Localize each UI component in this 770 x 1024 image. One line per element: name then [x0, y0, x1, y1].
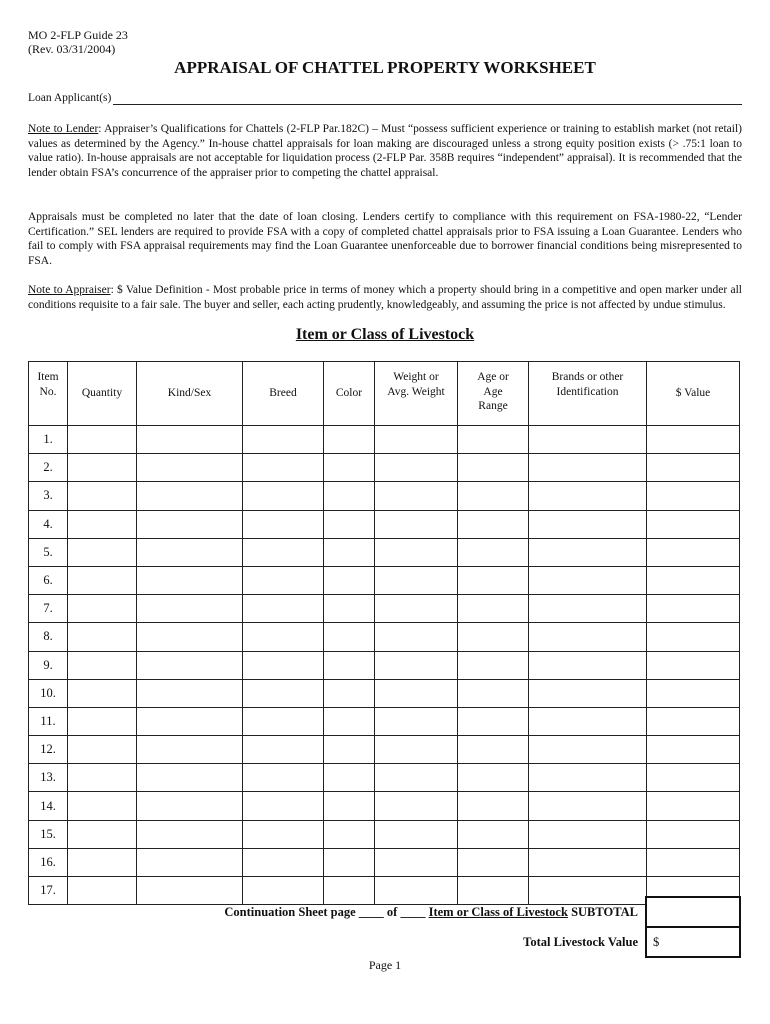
cell-breed[interactable] [243, 792, 324, 820]
cell-weight[interactable] [375, 482, 458, 510]
cell-age[interactable] [458, 538, 529, 566]
cell-brands-identification[interactable] [529, 538, 647, 566]
cell-kind-sex[interactable] [137, 736, 243, 764]
cell-value[interactable] [647, 679, 740, 707]
cell-weight[interactable] [375, 538, 458, 566]
cell-quantity[interactable] [68, 764, 137, 792]
cell-kind-sex[interactable] [137, 482, 243, 510]
column-header-text: Age [483, 385, 503, 398]
table-row [29, 482, 740, 510]
revision-date: (Rev. 03/31/2004) [28, 42, 116, 56]
cell-age[interactable] [458, 877, 529, 905]
row-number: 16. [29, 848, 68, 876]
cell-weight[interactable] [375, 848, 458, 876]
cell-age[interactable] [458, 623, 529, 651]
column-header-text: Age or [477, 371, 509, 383]
cell-weight[interactable] [375, 707, 458, 735]
column-header-brands-identification [529, 362, 647, 426]
column-header-breed [243, 362, 324, 426]
total-label: Total Livestock Value [523, 935, 638, 949]
cell-kind-sex[interactable] [137, 792, 243, 820]
cell-brands-identification[interactable] [529, 877, 647, 905]
cell-breed[interactable] [243, 820, 324, 848]
column-header-text: Breed [269, 387, 297, 400]
table-row [29, 707, 740, 735]
row-number: 7. [29, 595, 68, 623]
column-header-item-no [29, 362, 68, 426]
table-row [29, 877, 740, 905]
row-number: 5. [29, 538, 68, 566]
cell-quantity[interactable] [68, 820, 137, 848]
cell-kind-sex[interactable] [137, 820, 243, 848]
section-title: Item or Class of Livestock [295, 326, 475, 343]
cell-color[interactable] [324, 482, 375, 510]
cell-quantity[interactable] [68, 510, 137, 538]
cell-brands-identification[interactable] [529, 764, 647, 792]
column-header-value [647, 362, 740, 426]
cell-brands-identification[interactable] [529, 848, 647, 876]
cell-value[interactable] [647, 651, 740, 679]
cell-age[interactable] [458, 764, 529, 792]
cell-brands-identification[interactable] [529, 566, 647, 594]
cell-weight[interactable] [375, 454, 458, 482]
cell-color[interactable] [324, 623, 375, 651]
cell-value[interactable] [647, 848, 740, 876]
cell-age[interactable] [458, 595, 529, 623]
cell-quantity[interactable] [68, 595, 137, 623]
cell-quantity[interactable] [68, 538, 137, 566]
cell-color[interactable] [324, 736, 375, 764]
cell-value[interactable] [647, 736, 740, 764]
cell-brands-identification[interactable] [529, 820, 647, 848]
form-id: MO 2-FLP Guide 23 [28, 28, 128, 42]
cell-value[interactable] [647, 792, 740, 820]
column-header-text: Weight or [393, 371, 439, 383]
table-row [29, 566, 740, 594]
column-header-text: Range [478, 400, 508, 412]
table-row [29, 595, 740, 623]
cell-value[interactable] [647, 426, 740, 454]
cell-value[interactable] [647, 566, 740, 594]
note-to-appraiser [28, 283, 742, 312]
cell-quantity[interactable] [68, 482, 137, 510]
cell-weight[interactable] [375, 623, 458, 651]
cell-breed[interactable] [243, 454, 324, 482]
table-row [29, 679, 740, 707]
cell-breed[interactable] [243, 764, 324, 792]
cell-breed[interactable] [243, 538, 324, 566]
table-body [29, 426, 740, 905]
note-to-appraiser-text: : $ Value Definition - Most probable price in terms of money which a property should bring in a competitive and open marker under all conditions requisite to a fair sale. The buyer and seller, each acting prudently, knowledgeably, and assuming the price is not affected by undue stimulus. [28, 284, 743, 311]
row-number: 1. [29, 426, 68, 454]
cell-weight[interactable] [375, 651, 458, 679]
cell-age[interactable] [458, 707, 529, 735]
cell-color[interactable] [324, 426, 375, 454]
cell-kind-sex[interactable] [137, 454, 243, 482]
cell-breed[interactable] [243, 482, 324, 510]
cell-breed[interactable] [243, 848, 324, 876]
table-row [29, 792, 740, 820]
row-number: 13. [29, 764, 68, 792]
cell-brands-identification[interactable] [529, 651, 647, 679]
row-number: 4. [29, 510, 68, 538]
row-number: 6. [29, 566, 68, 594]
appraisal-deadline-paragraph: Appraisals must be completed no later that the date of loan closing. Lenders certify to compliance with this requirement on FSA-1980-22, “Lender Certification.” SEL lenders are required to provide FSA with a copy of completed chattel appraisals prior to FSA issuing a Loan Guarantee. Lenders who fail to comply with FSA appraisal requirements may find the Loan Guarantee unenforceable due to borrower financial conditions being misrepresented to FSA. [28, 211, 742, 267]
cell-age[interactable] [458, 679, 529, 707]
cell-age[interactable] [458, 651, 529, 679]
row-number: 8. [29, 623, 68, 651]
cell-kind-sex[interactable] [137, 510, 243, 538]
cell-brands-identification[interactable] [529, 679, 647, 707]
table-row [29, 426, 740, 454]
cell-brands-identification[interactable] [529, 623, 647, 651]
table-row [29, 538, 740, 566]
cell-kind-sex[interactable] [137, 877, 243, 905]
column-header-text: Quantity [81, 387, 123, 400]
cell-breed[interactable] [243, 510, 324, 538]
cell-weight[interactable] [375, 764, 458, 792]
column-header-text: Avg. Weight [387, 385, 445, 398]
cell-value[interactable] [647, 623, 740, 651]
column-header-quantity [68, 362, 137, 426]
cell-age[interactable] [458, 820, 529, 848]
cell-quantity[interactable] [68, 454, 137, 482]
cell-breed[interactable] [243, 651, 324, 679]
table-row [29, 510, 740, 538]
cell-value[interactable] [647, 707, 740, 735]
subtotal-box[interactable] [645, 896, 741, 928]
cell-age[interactable] [458, 482, 529, 510]
cell-color[interactable] [324, 651, 375, 679]
cell-kind-sex[interactable] [137, 707, 243, 735]
note-to-appraiser-label: Note to Appraiser [28, 284, 111, 296]
column-header-text: Item [37, 371, 59, 383]
cell-color[interactable] [324, 877, 375, 905]
cell-kind-sex[interactable] [137, 764, 243, 792]
cell-breed[interactable] [243, 595, 324, 623]
note-to-lender [28, 122, 742, 180]
loan-applicant-line[interactable] [113, 92, 742, 105]
cell-age[interactable] [458, 566, 529, 594]
cell-kind-sex[interactable] [137, 538, 243, 566]
cell-quantity[interactable] [68, 651, 137, 679]
cell-quantity[interactable] [68, 736, 137, 764]
cell-color[interactable] [324, 707, 375, 735]
cell-age[interactable] [458, 848, 529, 876]
cell-quantity[interactable] [68, 707, 137, 735]
cell-kind-sex[interactable] [137, 623, 243, 651]
cell-value[interactable] [647, 764, 740, 792]
table-row [29, 764, 740, 792]
cell-breed[interactable] [243, 426, 324, 454]
cell-color[interactable] [324, 510, 375, 538]
row-number: 11. [29, 707, 68, 735]
table-row [29, 820, 740, 848]
cell-breed[interactable] [243, 736, 324, 764]
cell-color[interactable] [324, 454, 375, 482]
column-header-text: No. [39, 385, 57, 398]
form-header [28, 28, 128, 56]
cell-quantity[interactable] [68, 848, 137, 876]
cell-value[interactable] [647, 820, 740, 848]
note-to-lender-text: : Appraiser’s Qualifications for Chattels (2-FLP Par.182C) – Must “possess sufficient experience or training to establish market (not retail) values as determined by the Agency.” In-house chattel appraisals for loan making are discouraged unless a strong equity position exists (> .75:1 loan to value ratio). In-house appraisals are not acceptable for liquidation process (2-FLP Par. 358B requires “independent” appraisal). It is recommended that the lender obtain FSA’s concurrence of the appraiser prior to competing the chattel appraisal. [28, 123, 742, 179]
cell-brands-identification[interactable] [529, 510, 647, 538]
cell-weight[interactable] [375, 595, 458, 623]
loan-applicant-field[interactable] [28, 92, 742, 105]
column-header-text: Kind/Sex [167, 387, 212, 400]
subtotal-label: SUBTOTAL [567, 905, 638, 919]
table-row [29, 623, 740, 651]
cell-color[interactable] [324, 566, 375, 594]
cell-weight[interactable] [375, 679, 458, 707]
cell-brands-identification[interactable] [529, 595, 647, 623]
note-to-lender-label: Note to Lender [28, 123, 99, 135]
table-row [29, 454, 740, 482]
column-header-kind-sex [137, 362, 243, 426]
cell-brands-identification[interactable] [529, 426, 647, 454]
cell-value[interactable] [647, 538, 740, 566]
cell-kind-sex[interactable] [137, 848, 243, 876]
cell-age[interactable] [458, 426, 529, 454]
cell-brands-identification[interactable] [529, 707, 647, 735]
cell-breed[interactable] [243, 707, 324, 735]
cell-age[interactable] [458, 736, 529, 764]
cell-breed[interactable] [243, 566, 324, 594]
cell-quantity[interactable] [68, 566, 137, 594]
row-number: 2. [29, 454, 68, 482]
cell-color[interactable] [324, 595, 375, 623]
cell-breed[interactable] [243, 679, 324, 707]
continuation-sheet-label: Continuation Sheet page ____ of ____ [224, 905, 429, 919]
loan-applicant-label: Loan Applicant(s) [28, 92, 112, 104]
row-number: 14. [29, 792, 68, 820]
cell-age[interactable] [458, 792, 529, 820]
table-row [29, 736, 740, 764]
cell-kind-sex[interactable] [137, 595, 243, 623]
cell-kind-sex[interactable] [137, 651, 243, 679]
cell-breed[interactable] [243, 623, 324, 651]
page-title: APPRAISAL OF CHATTEL PROPERTY WORKSHEET [174, 58, 596, 77]
cell-quantity[interactable] [68, 679, 137, 707]
cell-brands-identification[interactable] [529, 454, 647, 482]
cell-color[interactable] [324, 820, 375, 848]
cell-kind-sex[interactable] [137, 679, 243, 707]
cell-color[interactable] [324, 538, 375, 566]
cell-age[interactable] [458, 454, 529, 482]
column-header-text: Brands or other [551, 371, 624, 383]
cell-weight[interactable] [375, 792, 458, 820]
cell-brands-identification[interactable] [529, 482, 647, 510]
total-value-box[interactable] [645, 926, 741, 958]
cell-kind-sex[interactable] [137, 426, 243, 454]
cell-weight[interactable] [375, 510, 458, 538]
cell-value[interactable] [647, 454, 740, 482]
cell-quantity[interactable] [68, 623, 137, 651]
row-number: 9. [29, 651, 68, 679]
cell-kind-sex[interactable] [137, 566, 243, 594]
column-header-text: Identification [556, 385, 619, 398]
column-header-text: $ Value [675, 387, 711, 400]
cell-age[interactable] [458, 510, 529, 538]
cell-breed[interactable] [243, 877, 324, 905]
cell-value[interactable] [647, 510, 740, 538]
cell-quantity[interactable] [68, 426, 137, 454]
cell-color[interactable] [324, 764, 375, 792]
cell-color[interactable] [324, 792, 375, 820]
cell-weight[interactable] [375, 877, 458, 905]
row-number: 15. [29, 820, 68, 848]
subtotal-class-label: Item or Class of Livestock [428, 905, 568, 919]
column-header-weight [375, 362, 458, 426]
cell-color[interactable] [324, 679, 375, 707]
column-header-age [458, 362, 529, 426]
row-number: 17. [29, 877, 68, 905]
cell-weight[interactable] [375, 820, 458, 848]
cell-value[interactable] [647, 595, 740, 623]
row-number: 12. [29, 736, 68, 764]
cell-quantity[interactable] [68, 877, 137, 905]
page-number: Page 1 [368, 958, 402, 972]
livestock-table [28, 361, 740, 905]
cell-quantity[interactable] [68, 792, 137, 820]
cell-weight[interactable] [375, 566, 458, 594]
cell-weight[interactable] [375, 426, 458, 454]
table-header-row [29, 362, 740, 426]
subtotal-row [28, 905, 638, 920]
table-row [29, 848, 740, 876]
cell-brands-identification[interactable] [529, 736, 647, 764]
table-row [29, 651, 740, 679]
cell-color[interactable] [324, 848, 375, 876]
row-number: 10. [29, 679, 68, 707]
column-header-color [324, 362, 375, 426]
cell-value[interactable] [647, 482, 740, 510]
cell-brands-identification[interactable] [529, 792, 647, 820]
cell-weight[interactable] [375, 736, 458, 764]
row-number: 3. [29, 482, 68, 510]
total-currency-symbol: $ [653, 935, 660, 949]
column-header-text: Color [335, 387, 363, 400]
